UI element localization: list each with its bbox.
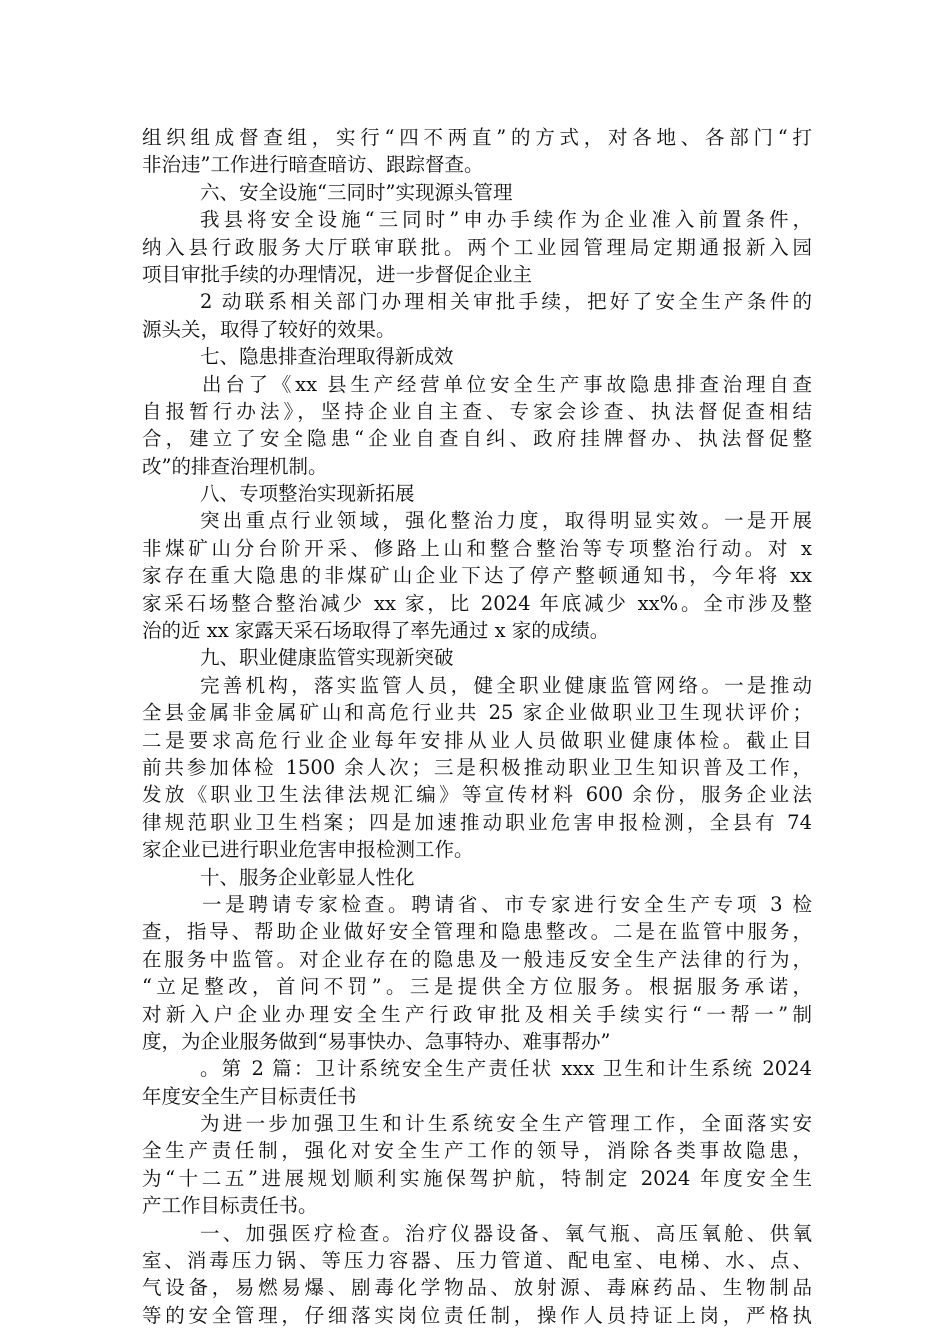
text-line: 室、消毒压力锅、等压力容器、压力管道、配电室、电梯、水、点、 <box>142 1249 812 1273</box>
text-line: 二是要求高危行业企业每年安排从业人员做职业健康体检。截止目 <box>142 728 812 752</box>
text-line: 家采石场整合整治减少 xx 家，比 2024 年底减少 xx%。全市涉及整 <box>142 591 812 615</box>
text-line: 一、加强医疗检查。治疗仪器设备、氧气瓶、高压氧舱、供氧 <box>200 1221 812 1245</box>
text-line: 我县将安全设施“三同时”申办手续作为企业准入前置条件， <box>200 208 812 232</box>
text-line: 非煤矿山分台阶开采、修路上山和整合整治等专项整治行动。对 x <box>142 536 812 560</box>
text-line: 项目审批手续的办理情况，进一步督促企业主 <box>142 262 533 286</box>
text-line: 等的安全管理，仔细落实岗位责任制，操作人员持证上岗，严格执 <box>142 1303 812 1327</box>
text-line: 出台了《xx 县生产经营单位安全生产事故隐患排查治理自查 <box>202 372 812 396</box>
text-line: 2 动联系相关部门办理相关审批手续，把好了安全生产条件的 <box>200 290 812 314</box>
text-line: 度，为企业服务做到“易事快办、急事特办、难事帮办” <box>142 1029 611 1053</box>
text-line: 气设备，易燃易爆、剧毒化学物品、放射源、毒麻药品、生物制品 <box>142 1276 812 1300</box>
text-line: 家企业已进行职业危害申报检测工作。 <box>142 838 474 862</box>
text-line: 非治违”工作进行暗查暗访、跟踪督查。 <box>142 153 484 177</box>
text-line: 全生产责任制，强化对安全生产工作的领导，消除各类事故隐患， <box>142 1139 812 1163</box>
text-line: 完善机构，落实监管人员，健全职业健康监管网络。一是推动 <box>200 673 812 697</box>
text-line: 产工作目标责任书。 <box>142 1194 318 1218</box>
text-line: 一是聘请专家检查。聘请省、市专家进行安全生产专项 3 检 <box>202 892 812 916</box>
text-line: 年度安全生产目标责任书 <box>142 1084 357 1108</box>
text-line: 改”的排查治理机制。 <box>142 454 328 478</box>
text-line: 在服务中监管。对企业存在的隐患及一般违反安全生产法律的行为， <box>142 947 812 971</box>
text-line: 律规范职业卫生档案；四是加速推动职业危害申报检测，全县有 74 <box>142 810 812 834</box>
text-line: 合，建立了安全隐患“企业自查自纠、政府挂牌督办、执法督促整 <box>142 427 812 451</box>
text-line: 家存在重大隐患的非煤矿山企业下达了停产整顿通知书，今年将 xx <box>142 564 812 588</box>
text-line: 九、职业健康监管实现新突破 <box>200 646 454 670</box>
text-line: 对新入户企业办理安全生产行政审批及相关手续实行“一帮一”制 <box>142 1002 812 1026</box>
text-line: 自报暂行办法》，坚持企业自主查、专家会诊查、执法督促查相结 <box>142 399 812 423</box>
text-line: 纳入县行政服务大厅联审联批。两个工业园管理局定期通报新入园 <box>142 235 812 259</box>
text-line: 全县金属非金属矿山和高危行业共 25 家企业做职业卫生现状评价； <box>142 701 812 725</box>
text-line: 前共参加体检 1500 余人次；三是积极推动职业卫生知识普及工作， <box>142 755 812 779</box>
document-body-text <box>142 124 812 1329</box>
text-line: 八、专项整治实现新拓展 <box>200 482 415 506</box>
text-line: 十、服务企业彰显人性化 <box>200 865 415 889</box>
text-line: 组织组成督查组，实行“四不两直”的方式，对各地、各部门“打 <box>142 126 812 149</box>
text-line: 源头关，取得了较好的效果。 <box>142 317 396 341</box>
text-line: 查，指导、帮助企业做好安全管理和隐患整改。二是在监管中服务， <box>142 920 812 944</box>
text-line: 突出重点行业领域，强化整治力度，取得明显实效。一是开展 <box>200 509 812 533</box>
text-line: 七、隐患排查治理取得新成效 <box>200 345 454 369</box>
text-line: 治的近 xx 家露天采石场取得了率先通过 x 家的成绩。 <box>142 619 610 643</box>
text-line: “立足整改，首问不罚”。三是提供全方位服务。根据服务承诺， <box>142 975 812 999</box>
text-line: 为进一步加强卫生和计生系统安全生产管理工作，全面落实安 <box>200 1112 812 1136</box>
text-line: 六、安全设施“三同时”实现源头管理 <box>200 180 513 204</box>
text-line: 为“十二五”进展规划顺利实施保驾护航，特制定 2024 年度安全生 <box>142 1166 812 1190</box>
text-line: 发放《职业卫生法律法规汇编》等宣传材料 600 余份，服务企业法 <box>142 783 812 807</box>
text-line: 。第 2 篇：卫计系统安全生产责任状 xxx 卫生和计生系统 2024 <box>200 1057 812 1081</box>
